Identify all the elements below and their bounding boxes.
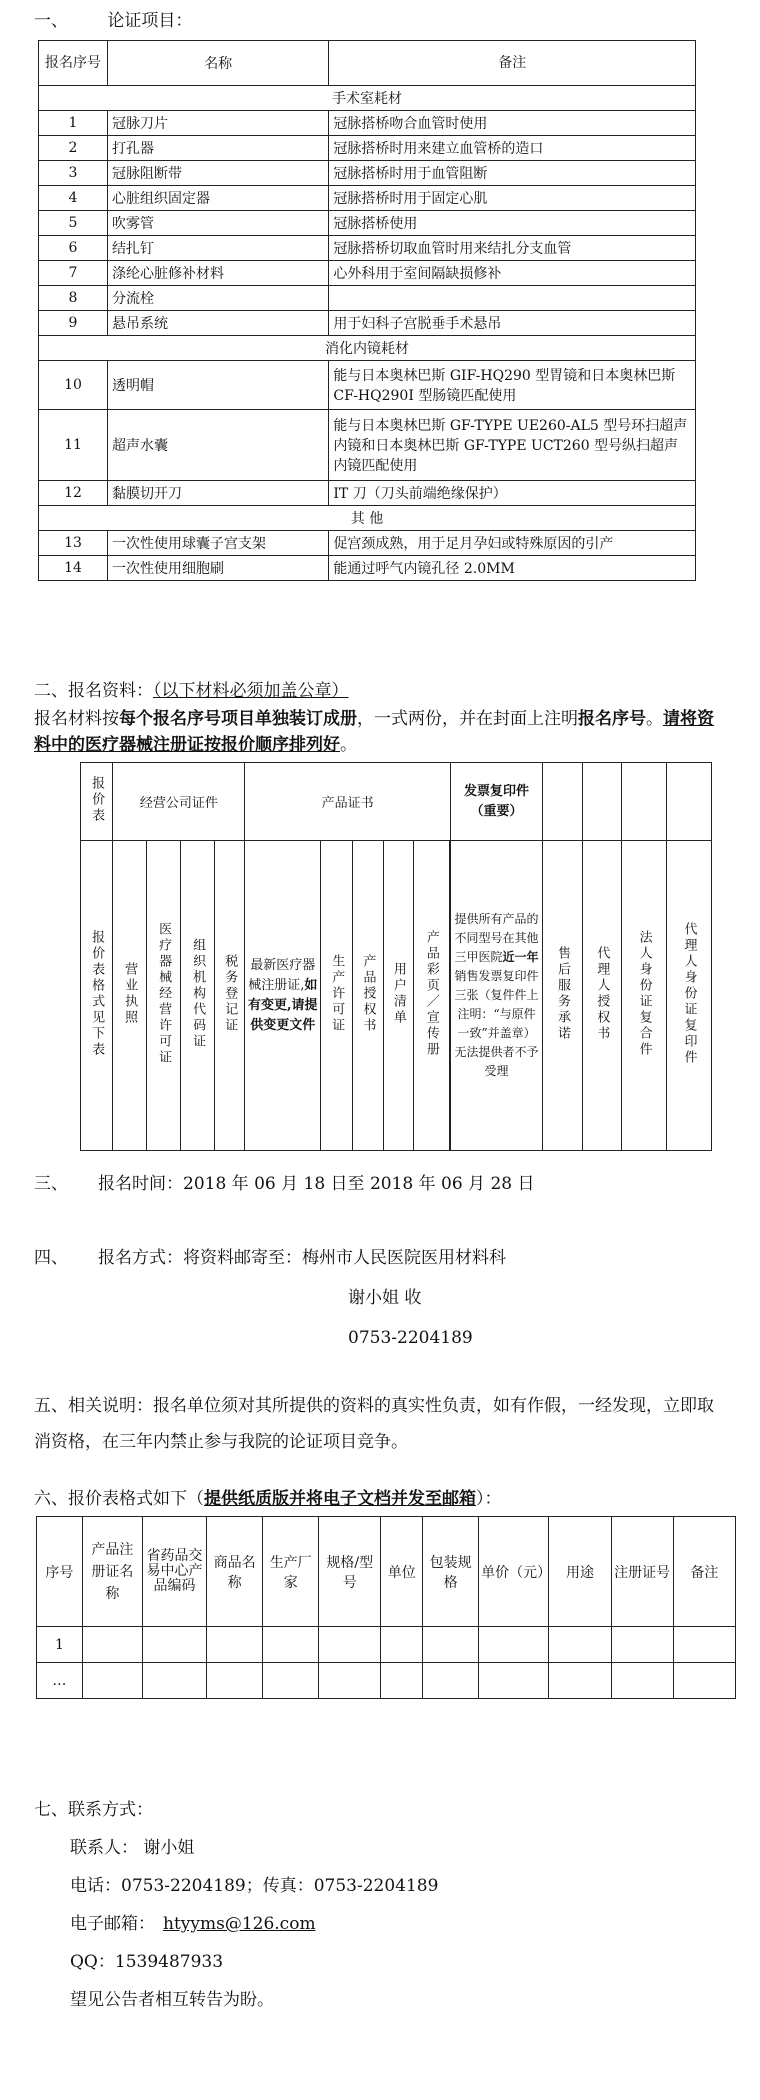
table-row: [39, 111, 696, 136]
empty-cell: [381, 1663, 423, 1699]
cell-production-license: 生产许可证: [321, 841, 353, 1151]
empty-cell: [479, 1627, 549, 1663]
section-6-prefix: 六、报价表格式如下（: [34, 1489, 204, 1509]
row-name: 黏膜切开刀: [107, 481, 328, 506]
empty-cell: [319, 1663, 381, 1699]
row-note: 能通过呼气内镜孔径 2.0MM: [329, 556, 696, 581]
cell-business-license: 营业执照: [113, 841, 147, 1151]
empty-cell: [673, 1663, 735, 1699]
section-6-suffix: ）：: [476, 1489, 502, 1509]
cell-org-code: 组织机构代码证: [181, 841, 215, 1151]
empty-cell: [549, 1627, 611, 1663]
row-name: 透明帽: [107, 361, 328, 410]
row-no: 5: [39, 211, 108, 236]
row-name: 吹雾管: [107, 211, 328, 236]
row-no: 13: [39, 531, 108, 556]
table-row: [39, 186, 696, 211]
closing-note: 望见公告者相互转告为盼。: [70, 1990, 274, 2010]
body-text: 报名材料按: [34, 709, 119, 729]
cell-tax: 税务登记证: [215, 841, 245, 1151]
section-2-note: （以下材料必须加盖公章）: [153, 681, 349, 701]
row-name: 打孔器: [107, 136, 328, 161]
cell-agent-id: 代理人身份证复印件: [667, 841, 712, 1151]
cell-device-license: 医疗器械经营许可证: [147, 841, 181, 1151]
table-row: [39, 361, 696, 410]
body-bold-underline: 请将资料中的医疗器械注册证按报价顺序排列好: [34, 709, 714, 755]
empty-cell: [479, 1663, 549, 1699]
table-row: [39, 136, 696, 161]
section-5: 五、相关说明：报名单位须对其所提供的资料的真实性负责，如有作假，一经发现，立即取消资格，在三年内禁止参与我院的论证项目竞争。: [34, 1396, 714, 1452]
cell-invoice: 提供所有产品的不同型号在其他三甲医院近一年销售发票复印件三张（复件件上注明：“与原件一致”并盖章）无法提供者不予受理: [450, 841, 542, 1151]
row-no: 6: [39, 236, 108, 261]
section-2-label: 二、报名资料：: [34, 681, 153, 701]
empty-cell: [622, 763, 667, 841]
email-label: 电子邮箱：: [70, 1914, 155, 1934]
table-row: [39, 410, 696, 481]
cell-brochure: 产品彩页／宣传册: [414, 841, 450, 1151]
row-no: 2: [39, 136, 108, 161]
row-note: 冠脉搭桥使用: [329, 211, 696, 236]
project-table: [38, 40, 696, 581]
body-text: 。: [340, 735, 357, 755]
section-4-recipient: 谢小姐 收: [348, 1288, 422, 1308]
empty-cell: [319, 1627, 381, 1663]
row-note: 冠脉搭桥时用于血管阻断: [329, 161, 696, 186]
row-name: 心脏组织固定器: [107, 186, 328, 211]
table-row: [39, 481, 696, 506]
col-header: 用途: [549, 1517, 611, 1627]
body-text: ，一式两份，并在封面上注明: [357, 709, 578, 729]
section-1-title: [34, 10, 192, 32]
section-4-phone: 0753-2204189: [348, 1328, 473, 1348]
empty-cell: [549, 1663, 611, 1699]
section-7-title: 七、联系方式：: [34, 1800, 153, 1820]
email-link[interactable]: htyyms@126.com: [163, 1914, 316, 1934]
header-no: 报名序号: [39, 41, 108, 86]
empty-cell: [611, 1663, 673, 1699]
row-note: 用于妇科子宫脱垂手术悬吊: [329, 311, 696, 336]
col-header: 产品注册证名称: [82, 1517, 142, 1627]
header-product-docs: 产品证书: [245, 763, 450, 841]
table-row: [39, 161, 696, 186]
cell-agent-auth: 代理人授权书: [582, 841, 621, 1151]
section-6-bold: 提供纸质版并将电子文档并发至邮箱: [204, 1489, 476, 1509]
col-header: 省药品交易中心产品编码: [142, 1517, 206, 1627]
section-1-number: 一、: [34, 11, 68, 31]
section-4-text: 报名方式：将资料邮寄至：梅州市人民医院医用材料科: [98, 1248, 506, 1268]
contact-qq: QQ：1539487933: [70, 1952, 224, 1972]
cell-user-list: 用户清单: [383, 841, 413, 1151]
group-row-endoscopy: 消化内镜耗材: [39, 336, 696, 361]
row-no: 4: [39, 186, 108, 211]
empty-cell: [263, 1627, 319, 1663]
empty-cell: [673, 1627, 735, 1663]
empty-cell: [142, 1663, 206, 1699]
col-header: 序号: [37, 1517, 83, 1627]
section-3-number: 三、: [34, 1174, 68, 1194]
row-name: 超声水囊: [107, 410, 328, 481]
contact-email: [70, 1912, 316, 1936]
section-1-label: 论证项目：: [107, 11, 193, 31]
col-header: 商品名称: [207, 1517, 263, 1627]
contact-phone: 电话：0753-2204189；传真：0753-2204189: [70, 1876, 439, 1896]
empty-cell: [207, 1663, 263, 1699]
row-name: 一次性使用球囊子宫支架: [107, 531, 328, 556]
row-name: 一次性使用细胞刷: [107, 556, 328, 581]
row-no: 10: [39, 361, 108, 410]
header-name: 名称: [107, 41, 328, 86]
row-note: 冠脉搭桥时用于固定心肌: [329, 186, 696, 211]
col-header: 备注: [673, 1517, 735, 1627]
empty-cell: [381, 1627, 423, 1663]
row-no: 7: [39, 261, 108, 286]
contact-person: 联系人： 谢小姐: [70, 1838, 195, 1858]
row-name: 涤纶心脏修补材料: [107, 261, 328, 286]
group-row-surgery: 手术室耗材: [39, 86, 696, 111]
row-name: 冠脉阻断带: [107, 161, 328, 186]
empty-cell: [263, 1663, 319, 1699]
col-header: 单价（元）: [479, 1517, 549, 1627]
body-bold: 报名序号: [578, 709, 646, 729]
col-header: 规格/型号: [319, 1517, 381, 1627]
row-no: 12: [39, 481, 108, 506]
empty-cell: [611, 1627, 673, 1663]
header-business-docs: 经营公司证件: [113, 763, 245, 841]
section-2-body: [34, 706, 724, 758]
section-4-number: 四、: [34, 1248, 68, 1268]
materials-table: [80, 762, 712, 1151]
table-row: [39, 236, 696, 261]
row-no: 3: [39, 161, 108, 186]
header-quote: 报价表: [81, 763, 113, 841]
section-4: [34, 1246, 506, 1270]
row-no: 14: [39, 556, 108, 581]
row-note: 心外科用于室间隔缺损修补: [329, 261, 696, 286]
row-no: 1: [37, 1627, 83, 1663]
cell-quote-format: 报价表格式见下表: [81, 841, 113, 1151]
table-row: [37, 1627, 736, 1663]
col-header: 包装规格: [423, 1517, 479, 1627]
table-row: [37, 1663, 736, 1699]
section-2-title: [34, 680, 349, 702]
row-note: [329, 286, 696, 311]
section-3-text: 报名时间：2018 年 06 月 18 日至 2018 年 06 月 28 日: [98, 1174, 535, 1194]
empty-cell: [582, 763, 621, 841]
cell-product-auth: 产品授权书: [353, 841, 383, 1151]
table-row: [39, 261, 696, 286]
cell-legal-id: 法人身份证复合件: [622, 841, 667, 1151]
body-text: 。: [646, 709, 663, 729]
table-row: [39, 556, 696, 581]
empty-cell: [82, 1663, 142, 1699]
header-note: 备注: [329, 41, 696, 86]
section-6-title: [34, 1488, 502, 1510]
header-invoice: 发票复印件（重要）: [450, 763, 542, 841]
row-no: …: [37, 1663, 83, 1699]
body-bold: 每个报名序号项目单独装订成册: [119, 709, 357, 729]
col-header: 生产厂家: [263, 1517, 319, 1627]
empty-cell: [423, 1663, 479, 1699]
table-row: [39, 531, 696, 556]
table-row: [39, 286, 696, 311]
cell-service: 售后服务承诺: [543, 841, 582, 1151]
row-name: 冠脉刀片: [107, 111, 328, 136]
empty-cell: [423, 1627, 479, 1663]
row-note: 冠脉搭桥时用来建立血管桥的造口: [329, 136, 696, 161]
row-no: 1: [39, 111, 108, 136]
empty-cell: [142, 1627, 206, 1663]
empty-cell: [667, 763, 712, 841]
row-note: 能与日本奥林巴斯 GIF-HQ290 型胃镜和日本奥林巴斯 CF-HQ290I 型肠镜匹配使用: [329, 361, 696, 410]
row-name: 悬吊系统: [107, 311, 328, 336]
row-note: 冠脉搭桥切取血管时用来结扎分支血管: [329, 236, 696, 261]
row-name: 结扎钉: [107, 236, 328, 261]
empty-cell: [207, 1627, 263, 1663]
row-note: 冠脉搭桥吻合血管时使用: [329, 111, 696, 136]
row-note: IT 刀（刀头前端绝缘保护）: [329, 481, 696, 506]
table-row: [39, 211, 696, 236]
section-3: [34, 1172, 535, 1196]
quote-format-table: [36, 1516, 736, 1699]
table-row: [39, 311, 696, 336]
row-no: 9: [39, 311, 108, 336]
empty-cell: [543, 763, 582, 841]
col-header: 单位: [381, 1517, 423, 1627]
row-name: 分流栓: [107, 286, 328, 311]
row-no: 8: [39, 286, 108, 311]
cell-registration: 最新医疗器械注册证,如有变更,请提供变更文件: [245, 841, 321, 1151]
col-header: 注册证号: [611, 1517, 673, 1627]
empty-cell: [82, 1627, 142, 1663]
row-note: 促宫颈成熟，用于足月孕妇或特殊原因的引产: [329, 531, 696, 556]
group-row-other: 其 他: [39, 506, 696, 531]
row-no: 11: [39, 410, 108, 481]
row-note: 能与日本奥林巴斯 GF-TYPE UE260-AL5 型号环扫超声内镜和日本奥林巴斯 GF-TYPE UCT260 型号纵扫超声内镜匹配使用: [329, 410, 696, 481]
